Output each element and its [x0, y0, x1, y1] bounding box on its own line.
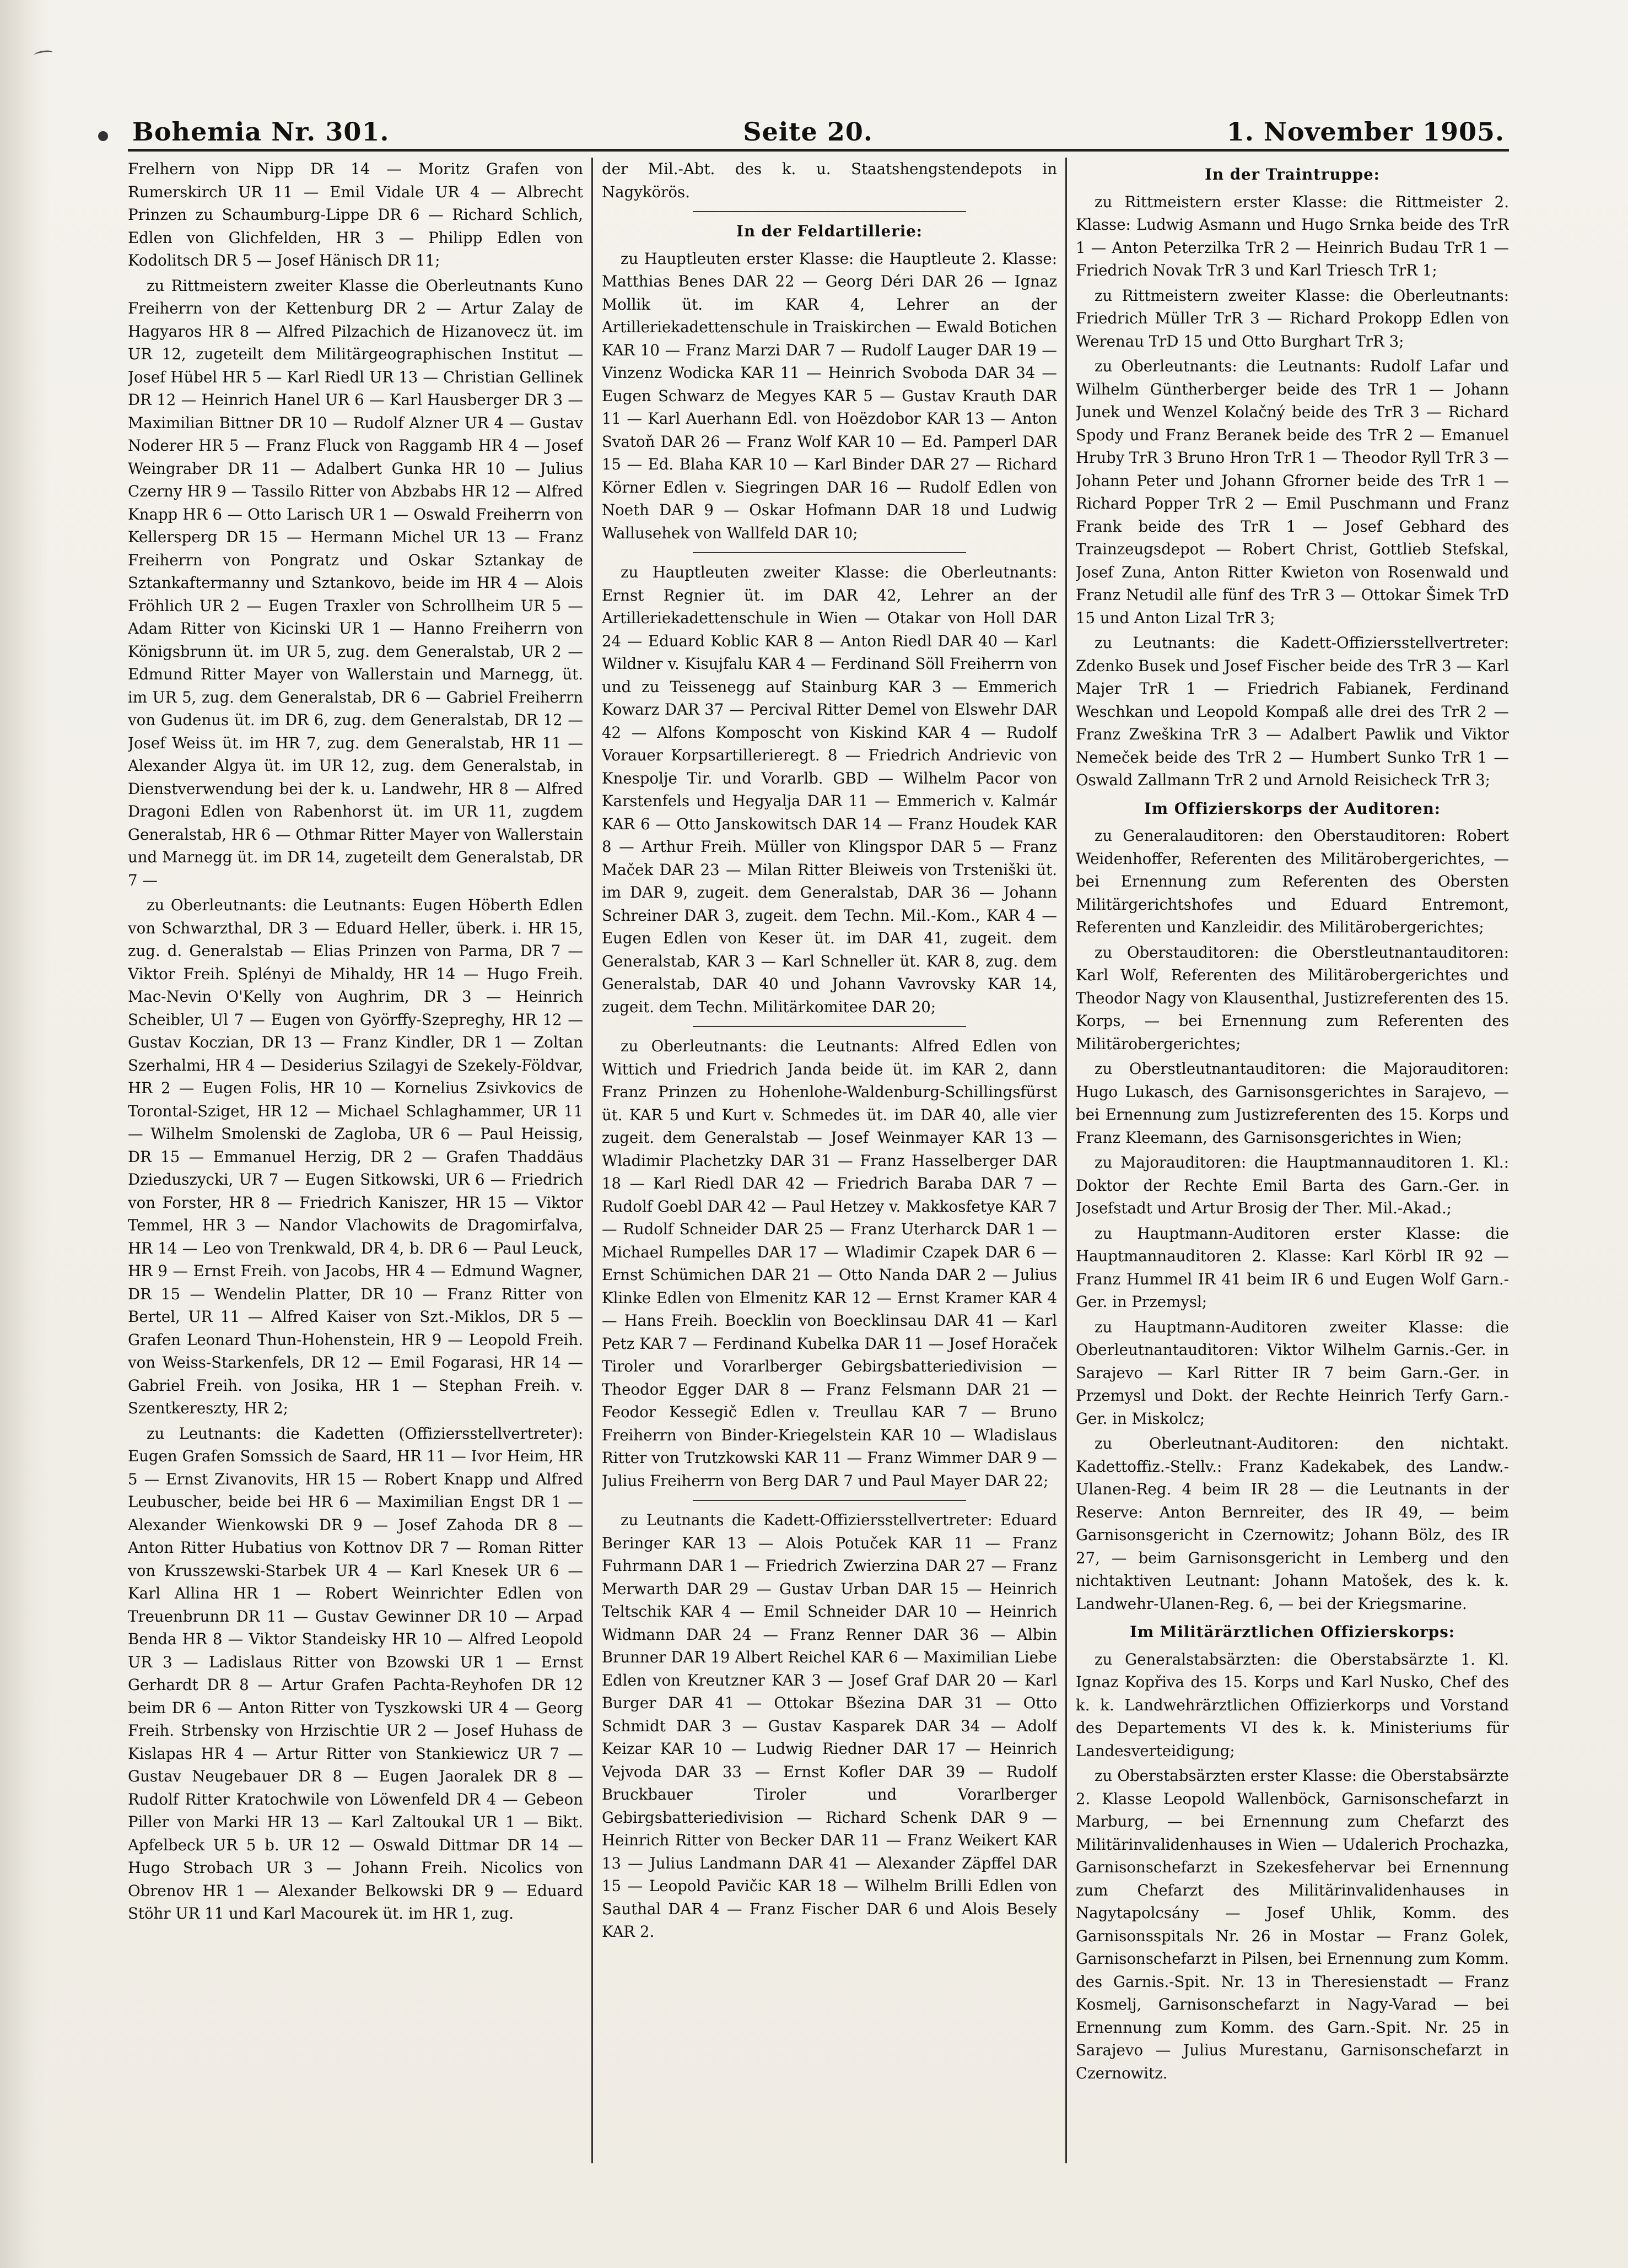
section-heading: In der Feldartillerie:: [736, 222, 923, 240]
page-header: [132, 108, 1505, 147]
paragraph: Frelhern von Nipp DR 14 — Moritz Grafen von Rumerskirch UR 11 — Emil Vidale UR 4 — Albrecht Prinzen zu Schaumburg-Lippe DR 6 — Richard Schlich, Edlen von Glichfelden, HR 3 — Philipp Edlen von Kodolitsch DR 5 — Josef Hänisch DR 11;: [128, 160, 583, 269]
header-page-number: Seite 20.: [743, 117, 873, 147]
section-separator: [693, 1026, 966, 1027]
paragraph: zu Oberleutnants: die Leutnants: Eugen Höberth Edlen von Schwarzthal, DR 3 — Eduard Heller, überk. i. HR 15, zug. d. Generalstab — Elias Prinzen von Parma, DR 7 — Viktor Freih. Splényi de Mihaldy, HR 14 — Hugo Freih. Mac-Nevin O'Kelly von Aughrim, DR 3 — Heinrich Scheibler, Ul 7 — Eugen von Györffy-Szepreghy, HR 12 — Gustav Koczian, DR 13 — Franz Kindler, DR 1 — Zoltan Szerhalmi, HR 4 — Desiderius Szilagyi de Szekely-Földvar, HR 2 — Eugen Folis, HR 10 — Kornelius Zsivkovics de Torontal-Sziget, HR 12 — Michael Schlaghammer, UR 11 — Wilhelm Smolenski de Zagloba, UR 6 — Paul Heissig, DR 15 — Emmanuel Herzig, DR 2 — Grafen Thaddäus Dzieduszycki, UR 7 — Eugen Sitkowski, UR 6 — Friedrich von Forster, HR 8 — Friedrich Kaniszer, HR 15 — Viktor Temmel, HR 3 — Nandor Vlachowits de Dragomirfalva, HR 14 — Leo von Trenkwald, DR 4, b. DR 6 — Paul Leuck, HR 9 — Ernst Freih. von Jacobs, HR 4 — Edmund Wagner, DR 15 — Wendelin Platter, DR 10 — Franz Ritter von Bertel, UR 11 — Alfred Kaiser von Szt.-Miklos, DR 5 — Grafen Leonard Thun-Hohenstein, HR 9 — Leopold Freih. von Weiss-Starkenfels, DR 12 — Emil Fogarasi, HR 14 — Gabriel Freih. von Josika, HR 1 — Stephan Freih. v. Szentkereszty, HR 2;: [128, 896, 583, 1417]
paragraph: zu Rittmeistern erster Klasse: die Rittmeister 2. Klasse: Ludwig Asmann und Hugo Srnka beide des TrR 1 — Anton Peterzilka TrR 2 — Heinrich Budau TrR 1 — Friedrich Novak TrR 3 und Karl Triesch TrR 1;: [1076, 192, 1509, 279]
page-binding-shadow: [0, 0, 50, 2268]
header-date: 1. November 1905.: [1226, 117, 1505, 147]
column-divider: [591, 158, 593, 2163]
paragraph: zu Hauptleuten erster Klasse: die Hauptleute 2. Klasse: Matthias Benes DAR 22 — Georg Déri DAR 26 — Ignaz Mollik üt. im KAR 4, Lehrer an der Artilleriekadettenschule in Traiskirchen — Ewald Botichen KAR 10 — Franz Marzi DAR 7 — Rudolf Lauger DAR 19 — Vinzenz Wodicka KAR 11 — Heinrich Svoboda DAR 34 — Eugen Schwarz de Megyes KAR 5 — Gustav Krauth DAR 11 — Karl Auerhann Edl. von Hoëzdobor KAR 13 — Anton Svatoň DAR 26 — Franz Wolf KAR 10 — Ed. Pamperl DAR 15 — Ed. Blaha KAR 10 — Karl Binder DAR 27 — Richard Körner Edlen v. Siegringen DAR 16 — Rudolf Edlen von Noeth DAR 9 — Oskar Hofmann DAR 18 und Ludwig Wallusehek von Wallfeld DAR 10;: [602, 249, 1057, 542]
paragraph: zu Oberstabsärzten erster Klasse: die Oberstabsärzte 2. Klasse Leopold Wallenböck, Garnisonschefarzt in Marburg, — bei Ernennung zum Chefarzt des Militärinvalidenhauses in Wien — Udalerich Prochazka, Garnisonschefarzt in Szekesfehervar bei Ernennung zum Chefarzt des Militärinvalidenhauses in Nagytapolcsány — Josef Uhlik, Komm. des Garnisonsspitals Nr. 26 in Mostar — Franz Golek, Garnisonschefarzt in Pilsen, bei Ernennung zum Komm. des Garnis.-Spit. Nr. 13 in Theresienstadt — Franz Kosmelj, Garnisonschefarzt in Nagy-Varad — bei Ernennung zum Komm. des Garn.-Spit. Nr. 25 in Sarajevo — Julius Murestanu, Garnisonschefarzt in Czernowitz.: [1076, 1767, 1509, 2082]
section-separator: [693, 552, 966, 553]
paragraph: zu Hauptmann-Auditoren erster Klasse: die Hauptmannauditoren 2. Klasse: Karl Körbl IR 92 — Franz Hummel IR 41 beim IR 6 und Eugen Wolf Garn.-Ger. in Przemysl;: [1076, 1224, 1509, 1311]
paragraph: zu Leutnants: die Kadett-Offiziersstellvertreter: Zdenko Busek und Josef Fischer beide des TrR 3 — Karl Majer TrR 1 — Friedrich Fabianek, Ferdinand Weschkan und Leopold Kompaß alle drei des TrR 2 — Franz Zweškina TrR 3 — Adalbert Pawlik und Viktor Nemeček beide des TrR 2 — Humbert Sunko TrR 1 — Oswald Zallmann TrR 2 und Arnold Reisicheck TrR 3;: [1076, 634, 1509, 789]
paragraph: zu Hauptleuten zweiter Klasse: die Oberleutnants: Ernst Regnier üt. im DAR 42, Lehrer an der Artilleriekadettenschule in Wien — Otakar von Holl DAR 24 — Eduard Koblic KAR 8 — Anton Riedl DAR 40 — Karl Wildner v. Kisujfalu KAR 4 — Ferdinand Söll Freiherrn von und zu Teissenegg auf Stainburg KAR 3 — Emmerich Kowarz DAR 37 — Percival Ritter Demel von Elswehr DAR 42 — Alfons Komposcht von Kiskind KAR 4 — Rudolf Vorauer Korpsartillerieregt. 8 — Friedrich Andrievic von Knespolje Tir. und Vorarlb. GBD — Wilhelm Pacor von Karstenfels und Hegyalja DAR 11 — Emmerich v. Kalmár KAR 6 — Otto Janskowitsch DAR 14 — Franz Houdek KAR 8 — Arthur Freih. Müller von Klingspor DAR 5 — Franz Maček DAR 23 — Milan Ritter Bleiweis von Trsteniški üt. im DAR 9, zugeit. dem Generalstab, DAR 36 — Johann Schreiner DAR 3, zugeit. dem Techn. Mil.-Kom., KAR 4 — Eugen Edlen von Keser üt. im DAR 41, zugeit. dem Generalstab, KAR 3 — Karl Schneller üt. KAR 8, zug. dem Generalstab, DAR 40 und Johann Vavrovsky KAR 14, zugeit. dem Techn. Militärkomitee DAR 20;: [602, 563, 1057, 1016]
paragraph: zu Rittmeistern zweiter Klasse die Oberleutnants Kuno Freiherrn von der Kettenburg DR 2 — Artur Zalay de Hagyaros HR 8 — Alfred Pilzachich de Hizanovecz üt. im UR 12, zugeteilt dem Militärgeographischen Institut — Josef Hübel HR 5 — Karl Riedl UR 13 — Christian Gellinek DR 12 — Heinrich Hanel UR 6 — Karl Hausberger DR 3 — Maximilian Bittner DR 10 — Rudolf Alzner UR 4 — Gustav Noderer HR 5 — Franz Fluck von Raggamb HR 4 — Josef Weingraber DR 11 — Adalbert Gunka HR 10 — Julius Czerny HR 9 — Tassilo Ritter von Abzbabs HR 12 — Alfred Knapp HR 6 — Otto Larisch UR 1 — Oswald Freiherrn von Kellersperg DR 15 — Hermann Michel UR 13 — Franz Freiherrn von Pongratz und Oskar Sztankay de Sztankaftermanny und Sztankovo, beide im HR 4 — Alois Fröhlich UR 2 — Eugen Traxler von Schrollheim UR 5 — Adam Ritter von Kicinski UR 1 — Hanno Freiherrn von Königsbrunn üt. im UR 5, zug. dem Generalstab, UR 2 — Edmund Ritter Mayer von Wallerstain und Marnegg, üt. im UR 5, zug. dem Generalstab, DR 6 — Gabriel Freiherrn von Gudenus üt. im DR 6, zug. dem Generalstab, DR 12 — Josef Weiss üt. im HR 7, zug. dem Generalstab, HR 11 — Alexander Algya üt. im UR 12, zug. dem Generalstab, in Dienstverwendung bei der k. u. Landwehr, HR 8 — Alfred Dragoni Edlen von Rabenhorst üt. im UR 11, zugdem Generalstab, HR 6 — Othmar Ritter Mayer von Wallerstain und Marnegg üt. im DR 14, zugeteilt dem Generalstab, DR 7 —: [128, 276, 583, 889]
paragraph: zu Oberleutnants: die Leutnants: Alfred Edlen von Wittich und Friedrich Janda beide üt. im KAR 2, dann Franz Prinzen zu Hohenlohe-Waldenburg-Schillingsfürst üt. KAR 5 und Kurt v. Schmedes üt. im DAR 40, alle vier zugeit. dem Generalstab — Josef Weinmayer KAR 13 — Wladimir Plachetzky DAR 31 — Franz Hasselberger DAR 18 — Karl Riedl DAR 42 — Friedrich Baraba DAR 7 — Rudolf Goebl DAR 42 — Paul Hetzey v. Makkosfetye KAR 7 — Rudolf Schneider DAR 25 — Franz Uterharck DAR 1 — Michael Rumpelles DAR 17 — Wladimir Czapek DAR 6 — Ernst Schümichen DAR 21 — Otto Nanda DAR 2 — Julius Klinke Edlen von Elmenitz KAR 12 — Ernst Kramer KAR 4 — Hans Freih. Boecklin von Boecklinsau DAR 41 — Karl Petz KAR 7 — Ferdinand Kubelka DAR 11 — Josef Horaček Tiroler und Vorarlberger Gebirgsbatteriedivision — Theodor Egger DAR 8 — Franz Felsmann DAR 21 — Feodor Kessegič Edlen v. Treullau KAR 7 — Bruno Freiherrn von Binder-Kriegelstein KAR 10 — Wladislaus Ritter von Trutzkowski KAR 11 — Franz Wimmer DAR 9 — Julius Freiherrn von Berg DAR 7 und Paul Mayer DAR 22;: [602, 1037, 1057, 1490]
section-heading: Im Offizierskorps der Auditoren:: [1144, 799, 1441, 818]
paragraph: zu Rittmeistern zweiter Klasse: die Oberleutnants: Friedrich Müller TrR 3 — Richard Prokopp Edlen von Werenau TrD 15 und Otto Burghart TrR 3;: [1076, 286, 1509, 350]
column-divider: [1065, 158, 1067, 2163]
section-heading: Im Militärärztlichen Offizierskorps:: [1130, 1623, 1455, 1641]
paragraph: zu Leutnants die Kadett-Offiziersstellvertreter: Eduard Beringer KAR 13 — Alois Potuček KAR 11 — Franz Fuhrmann DAR 1 — Friedrich Zwierzina DAR 27 — Franz Merwarth DAR 29 — Gustav Urban DAR 15 — Heinrich Teltschik KAR 4 — Emil Schneider DAR 10 — Heinrich Widmann DAR 24 — Franz Renner DAR 36 — Albin Brunner DAR 19 Albert Reichel KAR 6 — Maximilian Liebe Edlen von Kreutzner KAR 3 — Josef Graf DAR 20 — Karl Burger DAR 41 — Ottokar Bšezina DAR 31 — Otto Schmidt DAR 3 — Gustav Kasparek DAR 34 — Adolf Keizar KAR 10 — Ludwig Riedner DAR 17 — Heinrich Vejvoda DAR 33 — Ernst Kofler DAR 39 — Rudolf Bruckbauer Tiroler und Vorarlberger Gebirgsbatteriedivision — Richard Schenk DAR 9 — Heinrich Ritter von Becker DAR 11 — Franz Weikert KAR 13 — Julius Landmann DAR 41 — Alexander Zäpffel DAR 15 — Leopold Pavičic KAR 18 — Wilhelm Brilli Edlen von Sauthal DAR 4 — Franz Fischer DAR 6 und Alois Besely KAR 2.: [602, 1511, 1057, 1941]
column-2: [602, 158, 1057, 2163]
section-separator: [693, 211, 966, 212]
header-publication: Bohemia Nr. 301.: [132, 117, 390, 147]
paragraph: zu Majorauditoren: die Hauptmannauditoren 1. Kl.: Doktor der Rechte Emil Barta des Garn.-Ger. in Josefstadt und Artur Brosig der Ther. Mil.-Akad.;: [1076, 1153, 1509, 1217]
section-separator: [693, 1500, 966, 1501]
paragraph: zu Leutnants: die Kadetten (Offiziersstellvertreter): Eugen Grafen Somssich de Saard, HR 11 — Ivor Heim, HR 5 — Ernst Zivanovits, HR 15 — Robert Knapp und Alfred Leubuscher, beide bei HR 6 — Maximilian Engst DR 1 — Alexander Wienkowski DR 9 — Josef Zahoda DR 8 — Anton Ritter Hubatius von Kottnov DR 7 — Roman Ritter von Krusszewski-Starbek UR 4 — Karl Knesek UR 6 — Karl Allina HR 1 — Robert Weinrichter Edlen von Treuenbrunn DR 11 — Gustav Gewinner DR 10 — Arpad Benda HR 8 — Viktor Standeisky HR 10 — Alfred Leopold UR 3 — Ladislaus Ritter von Bzowski UR 1 — Ernst Gerhardt DR 8 — Artur Grafen Pachta-Reyhofen DR 12 beim DR 6 — Anton Ritter von Tyszkowski UR 4 — Georg Freih. Strbensky von Hrzischtie UR 2 — Josef Huhass de Kislapas HR 4 — Artur Ritter von Stankiewicz UR 7 — Gustav Neugebauer DR 8 — Eugen Jaoralek DR 8 — Rudolf Ritter Kratochwile von Löwenfeld DR 4 — Gebeon Piller von Marki HR 13 — Karl Zaltoukal UR 1 — Bikt. Apfelbeck UR 5 b. UR 12 — Oswald Dittmar DR 14 — Hugo Strobach UR 3 — Johann Freih. Nicolics von Obrenov HR 1 — Alexander Belkowski DR 9 — Eduard Stöhr UR 11 und Karl Macourek üt. im HR 1, zug.: [128, 1424, 583, 1923]
column-1: [128, 158, 583, 2163]
paragraph: zu Generalstabsärzten: die Oberstabsärzte 1. Kl. Ignaz Kopřiva des 15. Korps und Karl Nusko, Chef des k. k. Landwehrärztlichen Offizierkorps und Vorstand des Departements VI des k. k. Ministeriums für Landesverteidigung;: [1076, 1650, 1509, 1760]
punch-hole-dot: [98, 131, 108, 141]
column-3: [1076, 158, 1509, 2163]
paragraph: zu Generalauditoren: den Oberstauditoren: Robert Weidenhoffer, Referenten des Militärobergerichtes, — bei Ernennung zum Referenten des Obersten Militärgerichtshofes und Eduard Entremont, Referenten und Kanzleidir. des Militärobergerichtes;: [1076, 827, 1509, 936]
header-rule: [128, 149, 1509, 152]
paragraph: zu Oberstleutnantauditoren: die Majorauditoren: Hugo Lukasch, des Garnisonsgerichtes in Sarajevo, — bei Ernennung zum Justizreferenten des 15. Korps und Franz Kleemann, des Garnisonsgerichtes in Wien;: [1076, 1060, 1509, 1147]
paragraph: zu Oberleutnants: die Leutnants: Rudolf Lafar und Wilhelm Güntherberger beide des TrR 1 — Johann Junek und Wenzel Kolačný beide des TrR 3 — Richard Spody und Franz Beranek beide des TrR 2 — Emanuel Hruby TrR 3 Bruno Hron TrR 1 — Theodor Ryll TrR 3 — Johann Peter und Johann Gfrorner beide des TrR 1 — Richard Popper TrR 2 — Emil Puschmann und Franz Frank beide des TrR 1 — Josef Gebhard des Trainzeugsdepot — Robert Christ, Gottlieb Stefskal, Josef Zuna, Anton Ritter Kwieton von Rosenwald und Franz Netudil alle fünf des TrR 3 — Ottokar Šimek TrD 15 und Anton Lizal TrR 3;: [1076, 357, 1509, 627]
paragraph: zu Oberstauditoren: die Oberstleutnantauditoren: Karl Wolf, Referenten des Militärobergerichtes und Theodor Nagy von Klausenthal, Justizreferenten des 15. Korps, — bei Ernennung zum Referenten des Militärobergerichtes;: [1076, 943, 1509, 1053]
paragraph: der Mil.-Abt. des k. u. Staatshengstendepots in Nagykörös.: [602, 160, 1057, 201]
paragraph: zu Hauptmann-Auditoren zweiter Klasse: die Oberleutnantauditoren: Viktor Wilhelm Garnis.-Ger. in Sarajevo — Karl Ritter IR 7 beim Garn.-Ger. in Przemysl und Dokt. der Rechte Heinrich Terfy Garn.-Ger. in Miskolcz;: [1076, 1317, 1509, 1428]
paragraph: zu Oberleutnant-Auditoren: den nichtakt. Kadettoffiz.-Stellv.: Franz Kadekabek, des Landw.-Ulanen-Reg. 4 beim IR 28 — die Leutnants in der Reserve: Anton Bernreiter, des IR 49, — beim Garnisonsgericht in Czernowitz; Johann Bölz, des IR 27, — beim Garnisonsgericht in Lemberg und den nichtaktiven Leutnant: Johann Matošek, des k. k. Landwehr-Ulanen-Reg. 6, — bei der Kriegsmarine.: [1076, 1434, 1509, 1613]
section-heading: In der Traintruppe:: [1205, 165, 1380, 183]
